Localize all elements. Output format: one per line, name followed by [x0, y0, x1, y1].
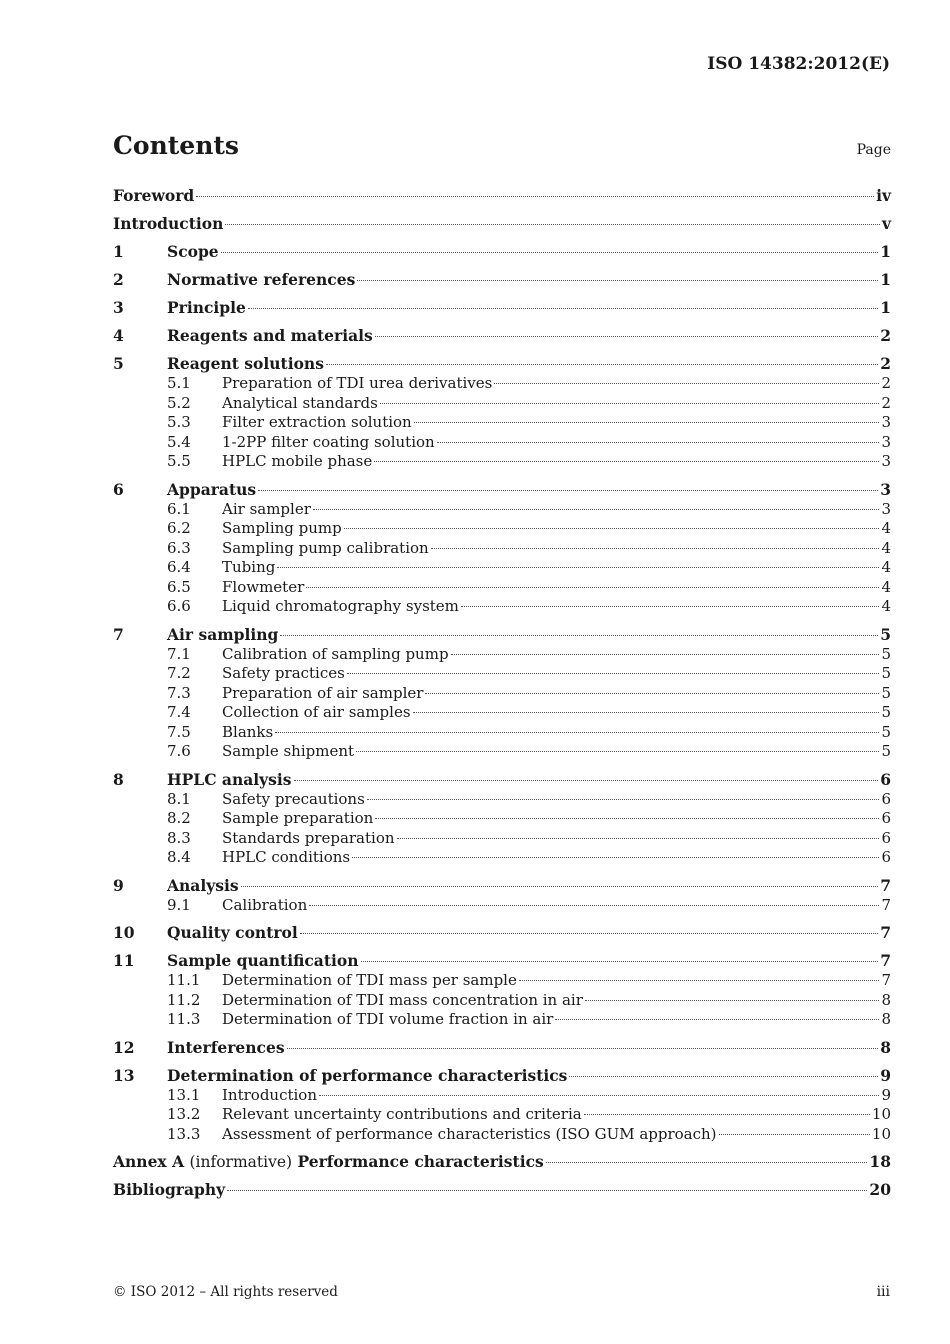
toc-entry-number: 12 — [113, 1037, 135, 1057]
dot-leader — [287, 1048, 879, 1049]
toc-subclause-13-1[interactable] — [113, 1086, 891, 1106]
toc-subclause-7-4[interactable] — [113, 703, 891, 723]
toc-subclause-5-5[interactable] — [113, 452, 891, 472]
toc-entry-number: 7.6 — [167, 742, 191, 760]
toc-entry-number: 6.4 — [167, 558, 191, 576]
toc-entry-page: 1 — [880, 270, 891, 289]
toc-entry-title: Analytical standards — [222, 393, 378, 412]
toc-clause-9[interactable] — [113, 876, 891, 896]
toc-entry-title: Collection of air samples — [222, 703, 411, 721]
toc-clause-10[interactable] — [113, 923, 891, 943]
dot-leader — [344, 528, 880, 529]
dot-leader — [546, 1162, 868, 1163]
dot-leader — [306, 587, 879, 588]
toc-subclause-7-3[interactable] — [113, 684, 891, 704]
toc-subclause-6-2[interactable] — [113, 519, 891, 539]
toc-entry-title: Reagent solutions — [167, 354, 324, 373]
dot-leader — [319, 1095, 879, 1096]
toc-subclause-5-4[interactable] — [113, 433, 891, 453]
toc-entry-number: 11 — [113, 951, 135, 970]
dot-leader — [258, 490, 878, 491]
toc-subclause-11-1[interactable] — [113, 971, 891, 991]
dot-leader — [309, 905, 879, 906]
toc-entry-number: 8 — [113, 769, 124, 789]
toc-clause-13[interactable] — [113, 1066, 891, 1086]
toc-subclause-11-2[interactable] — [113, 991, 891, 1011]
toc-entry-title: Introduction — [222, 1085, 317, 1104]
table-of-contents — [113, 186, 891, 1200]
toc-subclause-13-3[interactable] — [113, 1125, 891, 1145]
dot-leader — [361, 961, 879, 962]
toc-entry-number: 13.2 — [167, 1105, 201, 1123]
annex-type: (informative) — [189, 1153, 293, 1171]
toc-entry-number: 5.5 — [167, 452, 191, 470]
dot-leader — [494, 383, 879, 384]
dot-leader — [196, 196, 874, 197]
dot-leader — [431, 548, 880, 549]
toc-entry-page: 7 — [880, 951, 891, 970]
toc-entry-title: Interferences — [167, 1037, 285, 1057]
toc-entry-title: Apparatus — [167, 479, 257, 499]
toc-entry-page: 6 — [881, 828, 891, 847]
toc-entry-title: Sampling pump — [222, 519, 342, 537]
toc-clause-2[interactable] — [113, 270, 891, 290]
toc-entry-title: Relevant uncertainty contributions and criteria — [222, 1105, 582, 1123]
dot-leader — [248, 308, 878, 309]
toc-entry-number: 13.3 — [167, 1124, 201, 1143]
dot-leader — [275, 732, 879, 733]
toc-clause-5[interactable] — [113, 354, 891, 374]
toc-entry-title: Determination of TDI mass per sample — [222, 971, 517, 989]
dot-leader — [280, 635, 878, 636]
toc-entry-number: 11.2 — [167, 990, 201, 1009]
toc-entry-page: 2 — [881, 393, 891, 412]
toc-entry-page: iv — [876, 186, 891, 205]
toc-entry-number: 6.6 — [167, 597, 191, 615]
toc-entry-page: 7 — [881, 895, 891, 914]
toc-entry-number: 7 — [113, 624, 124, 644]
dot-leader — [413, 712, 880, 713]
annex-title: Performance characteristics — [297, 1152, 544, 1171]
toc-entry-page: 5 — [881, 722, 891, 741]
dot-leader — [347, 673, 880, 674]
toc-entry-number: 5.4 — [167, 432, 191, 451]
toc-entry-number: 10 — [113, 923, 135, 942]
toc-subclause-6-4[interactable] — [113, 558, 891, 578]
toc-subclause-6-6[interactable] — [113, 597, 891, 617]
toc-entry-title: Determination of TDI mass concentration in air — [222, 990, 583, 1009]
toc-entry-title: HPLC conditions — [222, 848, 351, 866]
toc-entry-page: 7 — [880, 875, 891, 895]
toc-entry-title: Sample shipment — [222, 742, 355, 760]
toc-entry-page: 4 — [881, 558, 891, 576]
dot-leader — [227, 1190, 867, 1191]
toc-entry-page: 5 — [881, 742, 891, 760]
toc-entry-page: 8 — [880, 1037, 891, 1057]
toc-entry-page: 10 — [871, 1105, 891, 1123]
toc-entry-page: 6 — [880, 769, 891, 789]
toc-entry-title: Blanks — [222, 722, 274, 741]
toc-entry-number: 7.3 — [167, 683, 191, 702]
toc-clause-12[interactable] — [113, 1038, 891, 1058]
toc-entry-number: 6 — [113, 479, 124, 499]
toc-subclause-7-5[interactable] — [113, 723, 891, 743]
toc-entry-bibliography[interactable] — [113, 1180, 891, 1200]
toc-entry-title: Sampling pump calibration — [222, 538, 429, 557]
document-id: ISO 14382:2012(E) — [707, 54, 890, 74]
toc-entry-number: 11.3 — [167, 1010, 201, 1028]
toc-entry-number: 2 — [113, 270, 124, 289]
toc-entry-number: 4 — [113, 326, 124, 345]
toc-entry-page: 7 — [880, 923, 891, 942]
dot-leader — [585, 1000, 880, 1001]
dot-leader — [352, 857, 879, 858]
toc-subclause-8-3[interactable] — [113, 829, 891, 849]
dot-leader — [380, 403, 880, 404]
toc-subclause-8-1[interactable] — [113, 790, 891, 810]
toc-entry-number: 8.1 — [167, 789, 191, 808]
toc-entry-number: 13.1 — [167, 1085, 201, 1104]
toc-entry-title: Scope — [167, 242, 219, 261]
toc-entry-page: 4 — [881, 519, 891, 537]
toc-entry-number: 5.3 — [167, 413, 191, 431]
toc-entry-number: 7.2 — [167, 664, 191, 682]
toc-entry-number: 9.1 — [167, 895, 191, 914]
toc-entry-title: Flowmeter — [222, 577, 305, 596]
toc-entry-page: 10 — [871, 1124, 891, 1143]
toc-entry-title: Standards preparation — [222, 828, 395, 847]
toc-entry-number: 6.2 — [167, 519, 191, 537]
toc-subclause-7-6[interactable] — [113, 742, 891, 762]
toc-subclause-8-2[interactable] — [113, 809, 891, 829]
toc-entry-number: 11.1 — [167, 971, 201, 989]
toc-entry-title: Filter extraction solution — [222, 413, 412, 431]
toc-entry-number: 8.4 — [167, 848, 191, 866]
toc-entry-title: Air sampler — [222, 499, 311, 518]
copyright-notice: © ISO 2012 – All rights reserved — [113, 1284, 338, 1300]
toc-clause-7[interactable] — [113, 625, 891, 645]
dot-leader — [375, 818, 879, 819]
toc-entry-title: Assessment of performance characteristics (ISO GUM approach) — [222, 1124, 717, 1143]
toc-entry-foreword[interactable] — [113, 186, 891, 206]
toc-entry-number: 8.2 — [167, 809, 191, 827]
toc-entry-title: Sample preparation — [222, 809, 374, 827]
toc-subclause-5-3[interactable] — [113, 413, 891, 433]
toc-entry-page: 2 — [880, 354, 891, 373]
toc-entry-page: 3 — [881, 452, 891, 470]
toc-entry-page: 7 — [881, 971, 891, 989]
toc-subclause-9-1[interactable] — [113, 896, 891, 916]
toc-entry-number: 6.1 — [167, 499, 191, 518]
toc-subclause-13-2[interactable] — [113, 1105, 891, 1125]
toc-entry-title: Calibration — [222, 895, 308, 914]
dot-leader — [569, 1076, 878, 1077]
dot-leader — [437, 442, 880, 443]
toc-entry-page: 3 — [881, 432, 891, 451]
toc-subclause-11-3[interactable] — [113, 1010, 891, 1030]
toc-entry-title: Principle — [167, 298, 246, 317]
toc-entry-title: Foreword — [113, 186, 195, 205]
toc-entry-title: Bibliography — [113, 1180, 226, 1199]
toc-entry-annex-a[interactable] — [113, 1152, 891, 1172]
dot-leader — [357, 280, 878, 281]
toc-entry-page: 1 — [880, 298, 891, 317]
dot-leader — [555, 1019, 879, 1020]
toc-subclause-8-4[interactable] — [113, 848, 891, 868]
toc-entry-title: Sample quantification — [167, 951, 359, 970]
toc-entry-page: 5 — [880, 624, 891, 644]
toc-entry-page: 9 — [881, 1085, 891, 1104]
toc-entry-page: 2 — [881, 374, 891, 392]
dot-leader — [367, 799, 880, 800]
toc-subclause-7-2[interactable] — [113, 664, 891, 684]
toc-subclause-6-3[interactable] — [113, 539, 891, 559]
toc-subclause-6-5[interactable] — [113, 578, 891, 598]
toc-entry-title: Air sampling — [167, 624, 279, 644]
dot-leader — [241, 886, 879, 887]
toc-subclause-6-1[interactable] — [113, 500, 891, 520]
dot-leader — [414, 422, 880, 423]
toc-entry-page: 2 — [880, 326, 891, 345]
toc-entry-page: 4 — [881, 597, 891, 615]
toc-clause-4[interactable] — [113, 326, 891, 346]
toc-entry-title — [113, 1152, 544, 1172]
toc-entry-page: 8 — [881, 990, 891, 1009]
toc-entry-page: 3 — [881, 499, 891, 518]
toc-entry-page: 1 — [880, 242, 891, 261]
dot-leader — [294, 780, 879, 781]
toc-entry-title: Reagents and materials — [167, 326, 373, 345]
dot-leader — [313, 509, 880, 510]
dot-leader — [375, 336, 878, 337]
toc-subclause-5-2[interactable] — [113, 394, 891, 414]
clause-list — [113, 242, 891, 1144]
toc-entry-page: 8 — [881, 1010, 891, 1028]
toc-entry-title: Preparation of TDI urea derivatives — [222, 374, 493, 392]
toc-entry-page: 18 — [869, 1152, 891, 1171]
page-column-label: Page — [856, 142, 891, 158]
dot-leader — [221, 252, 879, 253]
toc-entry-title: Determination of TDI volume fraction in air — [222, 1010, 554, 1028]
toc-entry-title: Preparation of air sampler — [222, 683, 424, 702]
toc-entry-title: Tubing — [222, 558, 276, 576]
toc-entry-title: HPLC mobile phase — [222, 452, 373, 470]
toc-entry-page: 20 — [869, 1180, 891, 1199]
toc-entry-title: Safety practices — [222, 664, 345, 682]
toc-entry-page: v — [881, 214, 891, 233]
toc-entry-page: 5 — [881, 683, 891, 702]
annex-label: Annex A — [113, 1152, 185, 1171]
dot-leader — [719, 1134, 870, 1135]
dot-leader — [425, 693, 879, 694]
toc-entry-title: Liquid chromatography system — [222, 597, 459, 615]
toc-entry-title: Normative references — [167, 270, 356, 289]
toc-entry-title: 1-2PP filter coating solution — [222, 432, 435, 451]
toc-entry-page: 3 — [881, 413, 891, 431]
toc-entry-introduction[interactable] — [113, 214, 891, 234]
toc-subclause-7-1[interactable] — [113, 645, 891, 665]
toc-entry-number: 7.5 — [167, 722, 191, 741]
page-number: iii — [876, 1284, 890, 1300]
toc-clause-6[interactable] — [113, 480, 891, 500]
toc-entry-number: 7.1 — [167, 644, 191, 663]
toc-entry-number: 13 — [113, 1065, 135, 1085]
dot-leader — [461, 606, 880, 607]
toc-entry-title: Safety precautions — [222, 789, 365, 808]
dot-leader — [397, 838, 880, 839]
page-title: Contents — [113, 131, 240, 160]
toc-entry-page: 6 — [881, 809, 891, 827]
toc-entry-page: 4 — [881, 577, 891, 596]
toc-entry-title: Analysis — [167, 875, 239, 895]
dot-leader — [300, 933, 878, 934]
toc-entry-number: 1 — [113, 242, 124, 261]
dot-leader — [584, 1114, 870, 1115]
dot-leader — [326, 364, 878, 365]
toc-entry-number: 7.4 — [167, 703, 191, 721]
dot-leader — [374, 461, 879, 462]
toc-entry-page: 5 — [881, 664, 891, 682]
toc-clause-3[interactable] — [113, 298, 891, 318]
dot-leader — [356, 751, 879, 752]
dot-leader — [277, 567, 879, 568]
toc-entry-number: 3 — [113, 298, 124, 317]
toc-entry-number: 9 — [113, 875, 124, 895]
toc-entry-number: 6.5 — [167, 577, 191, 596]
toc-clause-1[interactable] — [113, 242, 891, 262]
toc-entry-number: 8.3 — [167, 828, 191, 847]
toc-entry-title: Calibration of sampling pump — [222, 644, 449, 663]
toc-entry-page: 4 — [881, 538, 891, 557]
toc-entry-page: 5 — [881, 703, 891, 721]
toc-entry-title: HPLC analysis — [167, 769, 292, 789]
toc-entry-page: 5 — [881, 644, 891, 663]
toc-entry-number: 6.3 — [167, 538, 191, 557]
dot-leader — [519, 980, 880, 981]
toc-clause-8[interactable] — [113, 770, 891, 790]
toc-entry-page: 9 — [880, 1065, 891, 1085]
toc-entry-title: Determination of performance characteristics — [167, 1065, 568, 1085]
toc-entry-page: 6 — [881, 789, 891, 808]
toc-entry-title: Quality control — [167, 923, 298, 942]
toc-entry-title: Introduction — [113, 214, 224, 233]
toc-subclause-5-1[interactable] — [113, 374, 891, 394]
toc-entry-number: 5.2 — [167, 393, 191, 412]
toc-entry-number: 5 — [113, 354, 124, 373]
toc-entry-page: 6 — [881, 848, 891, 866]
toc-clause-11[interactable] — [113, 951, 891, 971]
toc-entry-page: 3 — [880, 479, 891, 499]
dot-leader — [451, 654, 880, 655]
toc-entry-number: 5.1 — [167, 374, 191, 392]
dot-leader — [225, 224, 880, 225]
